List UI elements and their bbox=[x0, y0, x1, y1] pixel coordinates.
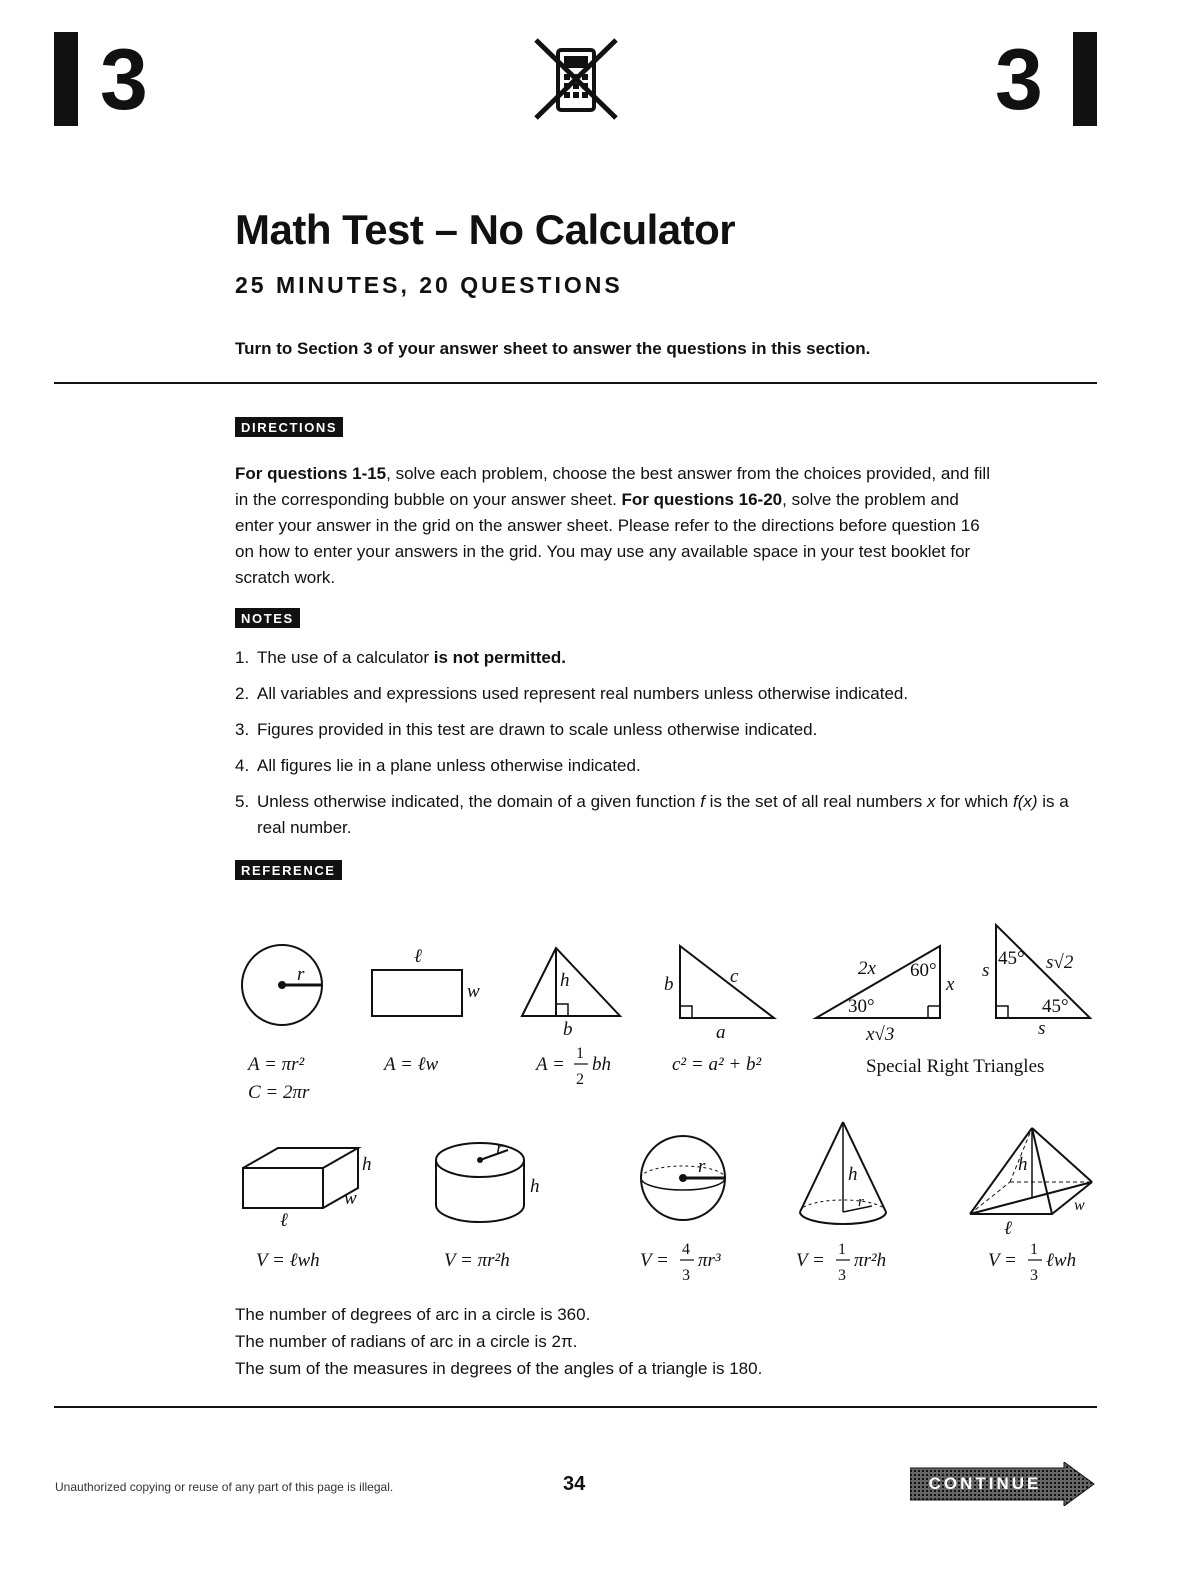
svg-text:bh: bh bbox=[592, 1054, 611, 1075]
svg-text:s: s bbox=[1038, 1018, 1046, 1039]
page-subtitle: 25 MINUTES, 20 QUESTIONS bbox=[235, 272, 623, 298]
reference-facts bbox=[235, 1301, 762, 1382]
section-instruction: Turn to Section 3 of your answer sheet to answer the questions in this section. bbox=[235, 339, 871, 358]
svg-text:πr³: πr³ bbox=[698, 1250, 721, 1271]
svg-text:r: r bbox=[698, 1156, 706, 1177]
sphere-figure bbox=[640, 1136, 725, 1284]
svg-text:V =: V = bbox=[988, 1250, 1017, 1271]
section-bar-left bbox=[54, 32, 78, 126]
svg-text:45°: 45° bbox=[998, 948, 1025, 969]
pyramid-figure bbox=[970, 1128, 1092, 1284]
page-title: Math Test – No Calculator bbox=[235, 206, 736, 253]
note-item: 2. All variables and expressions used represent real numbers unless otherwise indicated. bbox=[235, 684, 909, 703]
note-item: 3. Figures provided in this test are drawn to scale unless otherwise indicated. bbox=[235, 720, 818, 739]
svg-text:V =: V = bbox=[796, 1250, 825, 1271]
svg-text:3: 3 bbox=[838, 1267, 846, 1284]
svg-text:a: a bbox=[716, 1022, 726, 1043]
reference-fact: The sum of the measures in degrees of the angles of a triangle is 180. bbox=[235, 1359, 763, 1378]
note-item: 4. All figures lie in a plane unless otherwise indicated. bbox=[235, 756, 641, 775]
special-triangle-30-60-90 bbox=[816, 946, 955, 1045]
svg-text:c² = a² + b²: c² = a² + b² bbox=[672, 1054, 762, 1075]
reference-label: REFERENCE bbox=[235, 860, 342, 880]
note-item: 5. Unless otherwise indicated, the domain of a given function f is the set of all real numbers x for which f(x) is a real number. bbox=[235, 792, 1069, 837]
triangle-figure bbox=[522, 948, 620, 1088]
svg-text:3: 3 bbox=[1030, 1267, 1038, 1284]
continue-label: CONTINUE bbox=[928, 1474, 1042, 1493]
svg-text:h: h bbox=[362, 1154, 372, 1175]
svg-text:r: r bbox=[297, 964, 305, 985]
svg-text:h: h bbox=[848, 1164, 858, 1185]
svg-text:A = ℓw: A = ℓw bbox=[384, 1054, 439, 1075]
svg-text:V = ℓwh: V = ℓwh bbox=[256, 1250, 320, 1271]
svg-text:b: b bbox=[664, 974, 674, 995]
right-triangle-figure bbox=[664, 946, 774, 1075]
svg-text:4: 4 bbox=[682, 1241, 690, 1258]
section-number-left: 3 bbox=[100, 32, 148, 128]
svg-text:w: w bbox=[344, 1188, 357, 1209]
svg-text:60°: 60° bbox=[910, 960, 937, 981]
footer-legal-notice: Unauthorized copying or reuse of any part of this page is illegal. bbox=[55, 1480, 394, 1494]
svg-text:A = πr²: A = πr² bbox=[248, 1054, 305, 1075]
cylinder-figure bbox=[436, 1138, 540, 1271]
svg-text:V = πr²h: V = πr²h bbox=[444, 1250, 510, 1271]
svg-text:x√3: x√3 bbox=[866, 1024, 895, 1045]
svg-text:s√2: s√2 bbox=[1046, 952, 1074, 973]
no-calculator-icon bbox=[532, 36, 622, 122]
cone-figure bbox=[796, 1122, 886, 1284]
svg-text:r: r bbox=[858, 1194, 864, 1210]
svg-text:3: 3 bbox=[682, 1267, 690, 1284]
svg-text:1: 1 bbox=[1030, 1241, 1038, 1258]
svg-text:ℓ: ℓ bbox=[1004, 1218, 1012, 1239]
directions-bold-1: For questions 1-15 bbox=[235, 464, 387, 483]
circle-figure bbox=[242, 945, 322, 1103]
svg-text:s: s bbox=[982, 960, 990, 981]
svg-text:30°: 30° bbox=[848, 996, 875, 1017]
svg-text:2x: 2x bbox=[858, 958, 876, 979]
svg-text:V =: V = bbox=[640, 1250, 669, 1271]
section-bar-right bbox=[1073, 32, 1097, 126]
directions-text bbox=[235, 461, 995, 591]
svg-text:πr²h: πr²h bbox=[854, 1250, 887, 1271]
special-triangle-45-45-90 bbox=[982, 925, 1090, 1039]
special-triangles-caption: Special Right Triangles bbox=[866, 1056, 1045, 1077]
svg-text:h: h bbox=[530, 1176, 540, 1197]
svg-text:r: r bbox=[496, 1138, 504, 1159]
svg-text:ℓ: ℓ bbox=[280, 1210, 288, 1231]
reference-fact: The number of degrees of arc in a circle is 360. bbox=[235, 1305, 591, 1324]
reference-fact: The number of radians of arc in a circle is 2π. bbox=[235, 1332, 578, 1351]
svg-text:A =: A = bbox=[536, 1054, 565, 1075]
svg-text:w: w bbox=[467, 981, 480, 1002]
directions-text-2: , solve the problem and enter your answer in the grid on the answer sheet. Please refer to the directions before question 16 on how to enter your answers in the grid. You may use any available space in your test booklet for scratch work. bbox=[235, 490, 980, 587]
note-item: 1. The use of a calculator is not permitted. bbox=[235, 648, 566, 667]
svg-text:2: 2 bbox=[576, 1071, 584, 1088]
reference-figures bbox=[0, 900, 1200, 1300]
svg-text:h: h bbox=[560, 970, 570, 991]
svg-text:b: b bbox=[563, 1019, 573, 1040]
svg-text:ℓwh: ℓwh bbox=[1046, 1250, 1077, 1271]
divider-top bbox=[54, 382, 1097, 384]
rectangle-figure bbox=[372, 946, 480, 1075]
directions-label: DIRECTIONS bbox=[235, 417, 343, 437]
svg-text:h: h bbox=[1018, 1154, 1028, 1175]
svg-text:x: x bbox=[946, 974, 955, 995]
continue-button[interactable] bbox=[910, 1462, 1098, 1506]
svg-text:C = 2πr: C = 2πr bbox=[248, 1082, 310, 1103]
box-figure bbox=[243, 1148, 372, 1271]
page-number: 34 bbox=[563, 1473, 586, 1495]
svg-text:1: 1 bbox=[576, 1045, 584, 1062]
notes-label: NOTES bbox=[235, 608, 300, 628]
notes-list bbox=[235, 645, 1075, 851]
svg-text:w: w bbox=[1074, 1197, 1085, 1214]
directions-text-1: , solve each problem, choose the best answer from the choices provided, and fill in the corresponding bubble on your answer sheet. bbox=[235, 464, 990, 509]
divider-bottom bbox=[54, 1406, 1097, 1408]
svg-text:ℓ: ℓ bbox=[414, 946, 422, 967]
directions-bold-2: For questions 16-20 bbox=[621, 490, 783, 509]
svg-text:c: c bbox=[730, 966, 739, 987]
section-number-right: 3 bbox=[995, 32, 1043, 128]
svg-text:45°: 45° bbox=[1042, 996, 1069, 1017]
svg-text:1: 1 bbox=[838, 1241, 846, 1258]
